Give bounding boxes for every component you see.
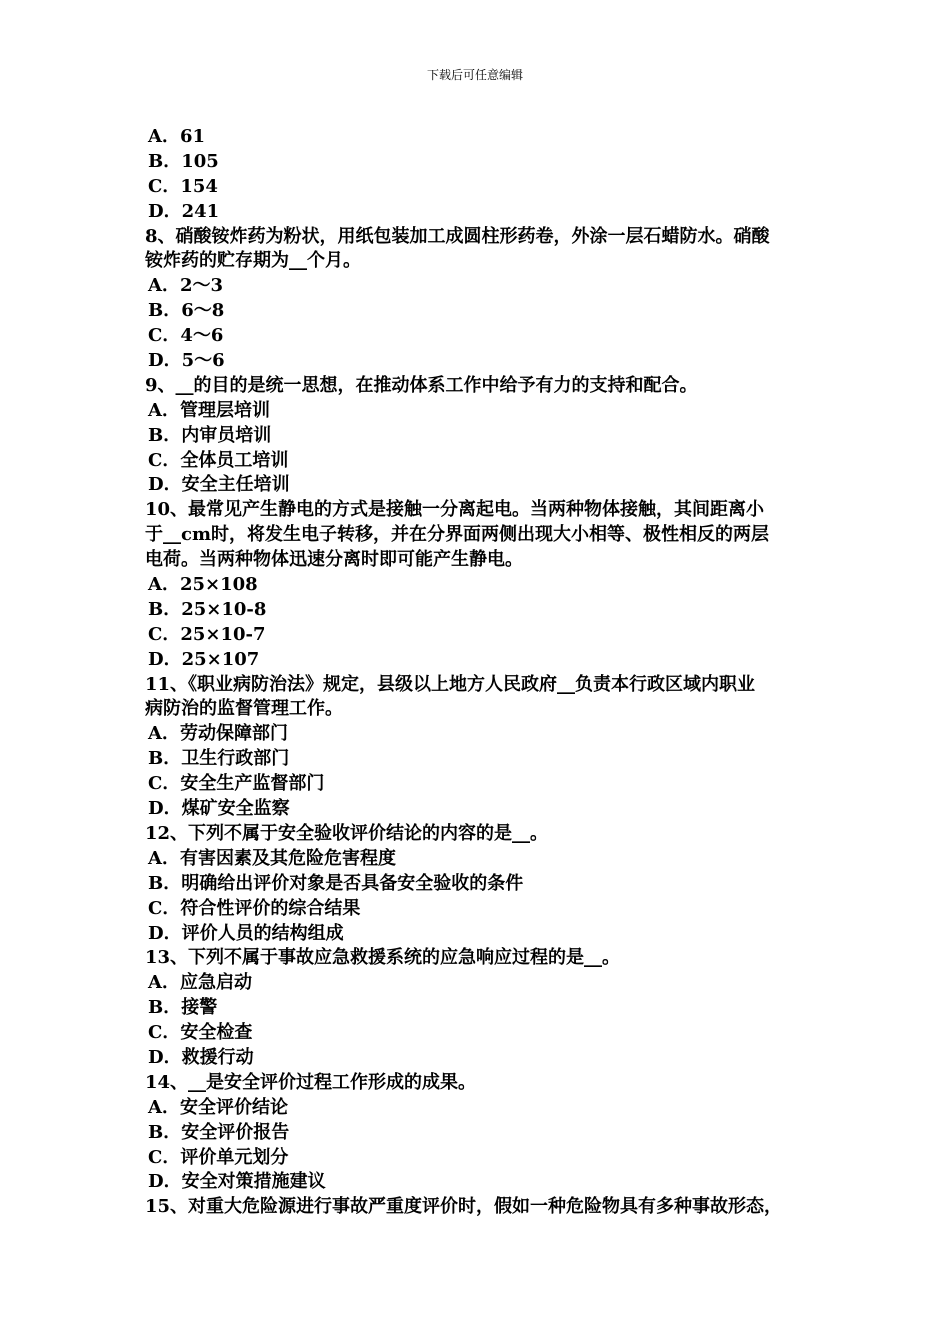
q14-option-d: D．安全对策措施建议 xyxy=(148,1171,326,1193)
q12-option-c: C．符合性评价的综合结果 xyxy=(148,897,361,919)
q12-option-b: B．明确给出评价对象是否具备安全验收的条件 xyxy=(148,872,524,894)
q10-option-d: D．25×107 xyxy=(148,648,260,670)
q8-text-line-1: 8、硝酸铵炸药为粉状，用纸包装加工成圆柱形药卷，外涂一层石蜡防水。硝酸 xyxy=(145,225,770,247)
q9-option-c: C．全体员工培训 xyxy=(148,449,289,471)
q7-option-c: C．154 xyxy=(148,175,218,197)
q7-option-d: D．241 xyxy=(148,200,220,222)
q10-text-line-1: 10、最常见产生静电的方式是接触一分离起电。当两种物体接触，其间距离小 xyxy=(145,499,765,521)
q9-text-line-1: 9、__的目的是统一思想，在推动体系工作中给予有力的支持和配合。 xyxy=(145,374,698,396)
q11-option-b: B．卫生行政部门 xyxy=(148,748,290,770)
q10-option-a: A．25×108 xyxy=(148,574,258,596)
q12-text-line-1: 12、下列不属于安全验收评价结论的内容的是__。 xyxy=(145,822,549,844)
q8-option-c: C．4～6 xyxy=(148,325,224,347)
q13-option-d: D．救援行动 xyxy=(148,1046,254,1068)
q14-option-b: B．安全评价报告 xyxy=(148,1121,290,1143)
document-body xyxy=(145,125,815,1220)
q9-option-d: D．安全主任培训 xyxy=(148,474,290,496)
q12-option-d: D．评价人员的结构组成 xyxy=(148,922,344,944)
q8-option-b: B．6～8 xyxy=(148,300,225,322)
q15-text-line-1: 15、对重大危险源进行事故严重度评价时，假如一种危险物具有多种事故形态， xyxy=(145,1196,783,1218)
q13-option-c: C．安全检查 xyxy=(148,1022,253,1044)
q10-option-c: C．25×10-7 xyxy=(148,623,266,645)
q8-text-line-2: 铵炸药的贮存期为__个月。 xyxy=(145,250,361,272)
page-header: 下载后可任意编辑 xyxy=(426,68,523,82)
q10-text-line-3: 电荷。当两种物体迅速分离时即可能产生静电。 xyxy=(145,549,523,571)
q9-option-a: A．管理层培训 xyxy=(148,399,270,421)
q10-option-b: B．25×10-8 xyxy=(148,598,267,620)
q13-option-b: B．接警 xyxy=(148,997,218,1019)
q11-option-d: D．煤矿安全监察 xyxy=(148,798,290,820)
q14-text-line-1: 14、__是安全评价过程工作形成的成果。 xyxy=(145,1071,477,1093)
q14-option-c: C．评价单元划分 xyxy=(148,1146,289,1168)
q11-text-line-1: 11、《职业病防治法》规定，县级以上地方人民政府__负责本行政区域内职业 xyxy=(145,673,756,695)
q10-text-line-2: 于__cm时，将发生电子转移，并在分界面两侧出现大小相等、极性相反的两层 xyxy=(145,524,770,546)
q9-option-b: B．内审员培训 xyxy=(148,424,272,446)
q11-option-a: A．劳动保障部门 xyxy=(148,723,288,745)
q8-option-d: D．5～6 xyxy=(148,350,225,372)
q7-option-a: A．61 xyxy=(148,126,206,147)
q8-option-a: A．2～3 xyxy=(148,275,224,297)
q13-text-line-1: 13、下列不属于事故应急救援系统的应急响应过程的是__。 xyxy=(145,947,621,969)
q7-option-b: B．105 xyxy=(148,150,219,172)
q12-option-a: A．有害因素及其危险危害程度 xyxy=(148,847,396,869)
q11-option-c: C．安全生产监督部门 xyxy=(148,773,325,795)
q14-option-a: A．安全评价结论 xyxy=(148,1096,288,1118)
q11-text-line-2: 病防治的监督管理工作。 xyxy=(145,698,343,720)
q13-option-a: A．应急启动 xyxy=(148,972,252,994)
